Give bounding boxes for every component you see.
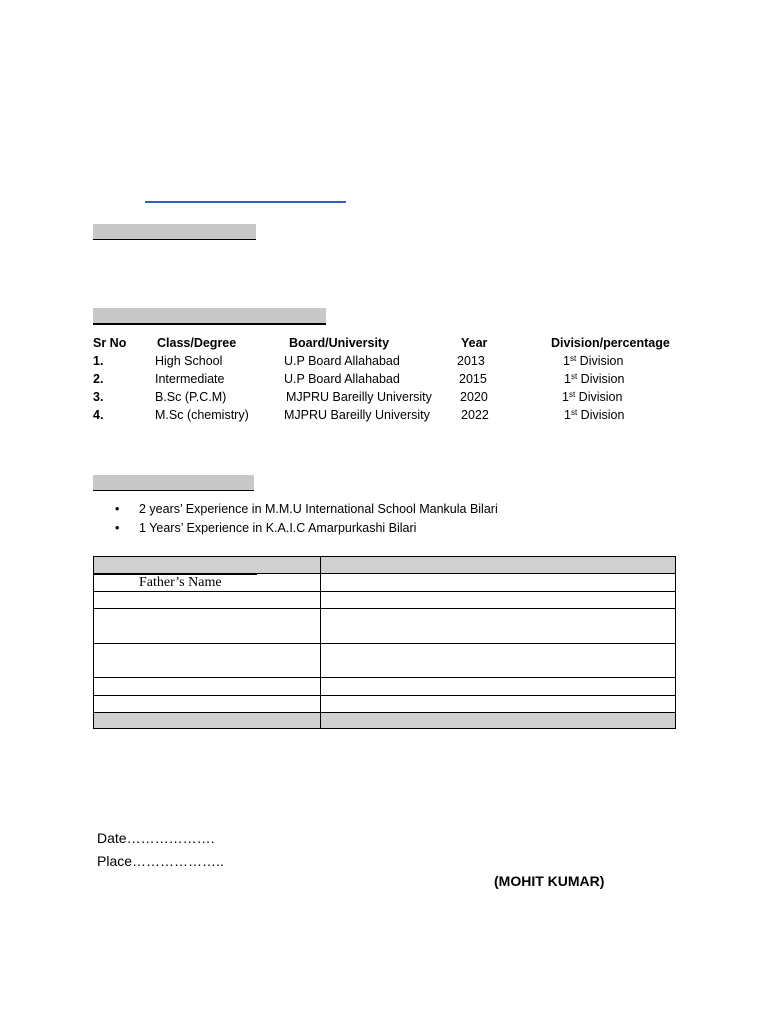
qualification-row [93, 408, 693, 426]
row-division [564, 372, 624, 386]
table-row [94, 644, 676, 678]
table-row [94, 574, 676, 592]
qualification-heading-bar [93, 308, 326, 325]
personal-details-table [93, 556, 676, 729]
table-cell [321, 696, 676, 713]
qualification-table [93, 336, 693, 426]
qualification-row [93, 390, 693, 408]
table-cell [94, 574, 321, 592]
experience-text: 2 years’ Experience in M.M.U International School Mankula Bilari [139, 502, 498, 516]
division-text: Division [575, 390, 623, 404]
row-degree: Intermediate [155, 372, 225, 386]
header-sr-no: Sr No [93, 336, 127, 350]
row-year: 2013 [457, 354, 485, 368]
label-underline [94, 573, 257, 575]
row-sr: 1. [93, 354, 104, 368]
row-sr: 4. [93, 408, 104, 422]
row-board: MJPRU Bareilly University [286, 390, 432, 404]
row-board: U.P Board Allahabad [284, 372, 400, 386]
header-class-degree: Class/Degree [157, 336, 237, 350]
row-year: 2020 [460, 390, 488, 404]
table-row [94, 557, 676, 574]
list-item [115, 521, 675, 540]
division-number: 1 [564, 372, 571, 386]
experience-list [115, 502, 675, 540]
header-board-university: Board/University [289, 336, 390, 350]
division-number: 1 [563, 354, 570, 368]
header-division: Division/percentage [551, 336, 670, 350]
experience-heading-bar [93, 475, 254, 491]
table-cell [321, 574, 676, 592]
division-number: 1 [564, 408, 571, 422]
row-division [562, 390, 622, 404]
qualification-header-row [93, 336, 693, 354]
header-year: Year [461, 336, 488, 350]
table-cell [94, 696, 321, 713]
table-row [94, 696, 676, 713]
table-cell [321, 644, 676, 678]
row-year: 2015 [459, 372, 487, 386]
table-cell [94, 713, 321, 729]
row-degree: B.Sc (P.C.M) [155, 390, 227, 404]
division-text: Division [577, 372, 625, 386]
bullet-icon: • [115, 502, 120, 516]
signature-name: (MOHIT KUMAR) [494, 873, 605, 889]
table-row [94, 713, 676, 729]
table-row [94, 678, 676, 696]
row-sr: 2. [93, 372, 104, 386]
row-division [564, 408, 624, 422]
table-cell [94, 557, 321, 574]
bullet-icon: • [115, 521, 120, 535]
fathers-name-label: Father’s Name [139, 575, 222, 590]
row-board: U.P Board Allahabad [284, 354, 400, 368]
division-number: 1 [562, 390, 569, 404]
division-text: Division [577, 408, 625, 422]
email-link-underline[interactable] [145, 201, 346, 203]
row-degree: M.Sc (chemistry) [155, 408, 249, 422]
row-division [563, 354, 623, 368]
row-sr: 3. [93, 390, 104, 404]
table-cell [321, 557, 676, 574]
table-row [94, 592, 676, 609]
table-cell [94, 609, 321, 644]
row-board: MJPRU Bareilly University [284, 408, 430, 422]
table-cell [94, 678, 321, 696]
division-suffix: st [569, 354, 577, 363]
row-degree: High School [155, 354, 223, 368]
division-suffix: st [568, 390, 576, 399]
place-field: Place……………….. [97, 853, 224, 869]
table-cell [321, 678, 676, 696]
experience-text: 1 Years’ Experience in K.A.I.C Amarpurkashi Bilari [139, 521, 417, 535]
list-item [115, 502, 675, 521]
qualification-row [93, 354, 693, 372]
division-suffix: st [570, 408, 578, 417]
table-cell [94, 592, 321, 609]
date-field: Date………………. [97, 830, 215, 846]
division-text: Division [576, 354, 624, 368]
row-year: 2022 [461, 408, 489, 422]
section-heading-bar [93, 224, 256, 240]
table-row [94, 609, 676, 644]
table-cell [94, 644, 321, 678]
table-cell [321, 592, 676, 609]
division-suffix: st [570, 372, 578, 381]
qualification-row [93, 372, 693, 390]
table-cell [321, 713, 676, 729]
table-cell [321, 609, 676, 644]
